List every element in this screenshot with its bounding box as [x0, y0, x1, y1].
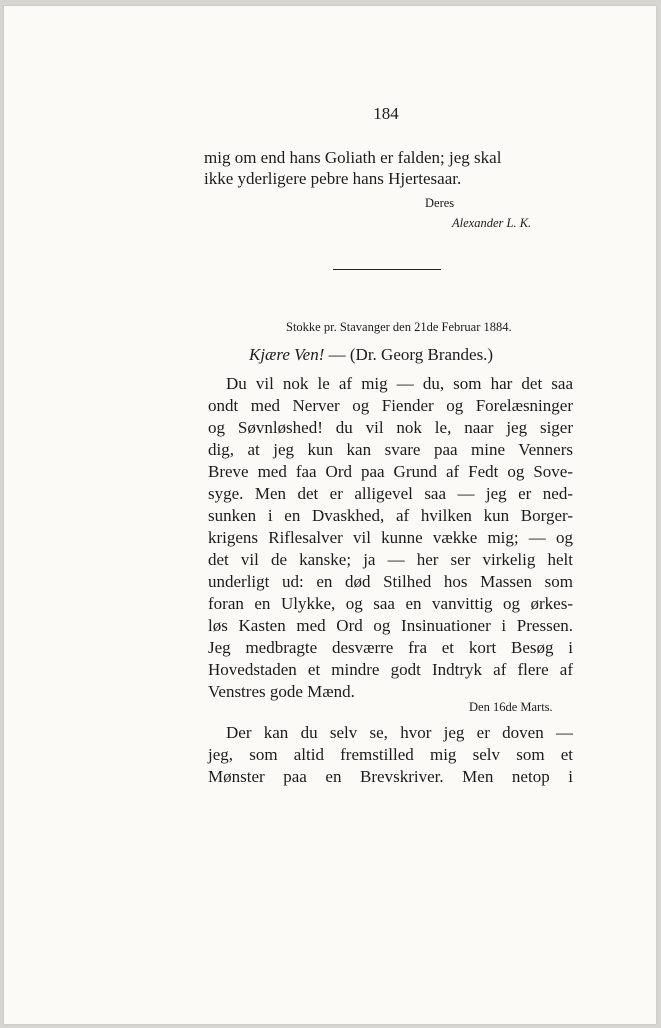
- text-line: ikke yderligere pebre hans Hjertesaar.: [204, 169, 462, 188]
- page-number: 184: [373, 104, 399, 123]
- salutation-rest: — (Dr. Georg Brandes.): [328, 345, 494, 364]
- text-line: sunken i en Dvaskhed, af hvilken kun Borger-: [208, 506, 573, 525]
- text-line: og Søvnløshed! du vil nok le, naar jeg siger: [208, 418, 573, 437]
- text-line: Du vil nok le af mig — du, som har det saa: [226, 374, 573, 393]
- section-divider: [333, 269, 441, 270]
- text-line: Mønster paa en Brevskriver. Men netop i: [208, 767, 573, 786]
- salutation-line: [249, 344, 493, 366]
- date-heading: Den 16de Marts.: [469, 700, 553, 714]
- text-line: dig, at jeg kun kan svare paa mine Venners: [208, 440, 573, 459]
- text-line: Jeg medbragte desværre fra et kort Besøg i: [208, 638, 573, 657]
- text-content: mig om end hans Goliath er falden; jeg skal: [204, 148, 502, 167]
- book-page: [4, 6, 656, 1024]
- text-line: syge. Men det er alligevel saa — jeg er ned-: [208, 484, 573, 503]
- text-line: det vil de kanske; ja — her ser virkelig helt: [208, 550, 573, 569]
- text-line: [204, 147, 572, 169]
- text-line: jeg, som altid fremstilled mig selv som et: [208, 745, 573, 764]
- text-line: underligt ud: en død Stilhed hos Massen som: [208, 572, 573, 591]
- text-line: Hovedstaden et mindre godt Indtryk af flere af: [208, 660, 573, 679]
- signature: Alexander L. K.: [452, 216, 532, 230]
- text-line: krigens Riflesalver vil kunne vække mig; — og: [208, 528, 573, 547]
- text-line: Venstres gode Mænd.: [208, 682, 355, 701]
- text-line: Breve med faa Ord paa Grund af Fedt og Sove-: [208, 462, 573, 481]
- text-line: Der kan du selv se, hvor jeg er doven —: [226, 723, 573, 742]
- salutation: Kjære Ven!: [249, 345, 325, 364]
- closing: Deres: [425, 196, 455, 210]
- dateline: Stokke pr. Stavanger den 21de Februar 1884.: [286, 320, 512, 334]
- text-line: ondt med Nerver og Fiender og Forelæsninger: [208, 396, 573, 415]
- text-line: løs Kasten med Ord og Insinuationer i Pressen.: [208, 616, 573, 635]
- text-line: foran en Ulykke, og saa en vanvittig og ørkes-: [208, 594, 573, 613]
